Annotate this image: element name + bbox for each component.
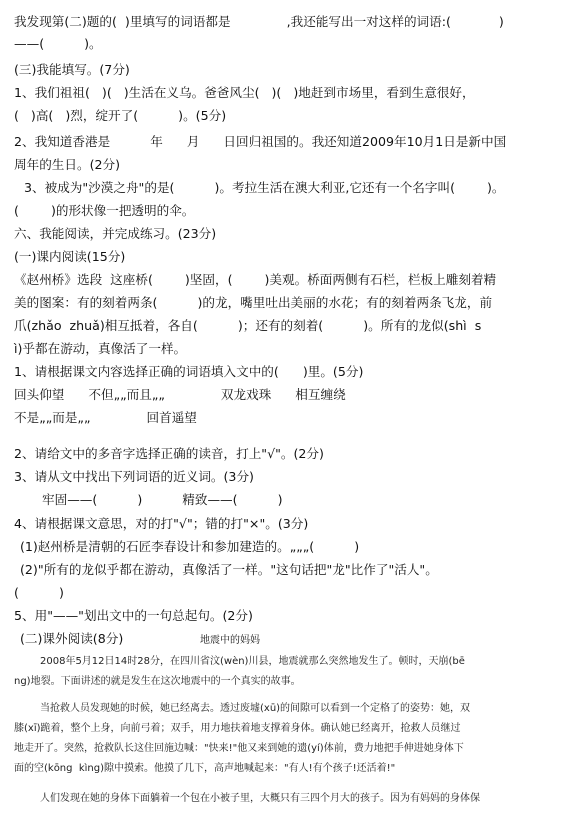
question-line: (二)课外阅读(8分): [20, 631, 124, 646]
article-line: 2008年5月12日14时28分，在四川省汶(wèn)川县，地震就那么突然地发生了。顿时，天崩(bē: [40, 656, 465, 667]
question-line: 3、被成为"沙漠之舟"的是( )。考拉生活在澳大利亚,它还有一个名字叫( )。: [24, 180, 505, 195]
question-line: 我发现第(二)题的( )里填写的词语都是 ,我还能写出一对这样的词语:( ): [14, 14, 504, 29]
reading-title: 地震中的妈妈: [200, 635, 260, 646]
question-line: (1)赵州桥是清朝的石匠李春设计和参加建造的。„„„( ): [20, 539, 360, 554]
question-line: (一)课内阅读(15分): [14, 249, 126, 264]
question-line: 牢固——( ) 精致——( ): [42, 492, 283, 507]
question-line: ——( )。: [14, 36, 102, 51]
article-line: 当抢救人员发现她的时候，她已经离去。透过废墟(xū)的间隙可以看到一个定格了的姿势：她，双: [40, 703, 471, 714]
question-line: 4、请根据课文意思，对的打"√"；错的打"×"。(3分): [14, 516, 309, 531]
question-line: (三)我能填写。(7分): [14, 62, 130, 77]
question-line: 爪(zhǎo zhuǎ)相互抵着，各自( )；还有的刻着( )。所有的龙似(shì s: [14, 318, 482, 333]
question-line: ( )的形状像一把透明的伞。: [14, 203, 195, 218]
question-line: 回头仰望 不但„„而且„„ 双龙戏珠 相互缠绕: [14, 387, 346, 402]
question-line: 周年的生日。(2分): [14, 157, 120, 172]
article-line: 膝(xī)跪着，整个上身，向前弓着；双手，用力地扶着地支撑着身体。确认她已经离开，抢救人员继过: [14, 723, 461, 734]
question-line: 1、请根据课文内容选择正确的词语填入文中的( )里。(5分): [14, 364, 364, 379]
question-line: 美的图案：有的刻着两条( )的龙，嘴里吐出美丽的水花；有的刻着两条飞龙，前: [14, 295, 493, 310]
question-line: 5、用"——"划出文中的一句总起句。(2分): [14, 608, 253, 623]
article-line: 面的空(kōng kìng)隙中摸索。他摸了几下，高声地喊起来："有人!有个孩子!还活着!": [14, 763, 396, 774]
question-line: ( )高( )烈，绽开了( )。(5分): [14, 108, 227, 123]
question-line: 1、我们祖祖( )( )生活在义乌。爸爸风尘( )( )地赶到市场里，看到生意很好，: [14, 85, 475, 100]
article-line: 地走开了。突然，抢救队长这住回施边喊："快来!"他又来到她的遗(yí)体前，费力地把手伸进她身体下: [14, 743, 464, 754]
article-line: ng)地裂。下面讲述的就是发生在这次地震中的一个真实的故事。: [14, 676, 301, 687]
question-line: (2)"所有的龙似乎都在游动，真像活了一样。"这句话把"龙"比作了"活人"。: [20, 562, 438, 577]
article-line: 人们发现在她的身体下面躺着一个包在小被子里，大概只有三四个月大的孩子。因为有妈妈的身体保: [40, 793, 480, 804]
question-line: 2、请给文中的多音字选择正确的读音，打上"√"。(2分): [14, 446, 324, 461]
question-line: 3、请从文中找出下列词语的近义词。(3分): [14, 469, 254, 484]
question-line: 《赵州桥》选段 这座桥( )坚固，( )美观。桥面两侧有石栏，栏板上雕刻着精: [14, 272, 497, 287]
question-line: 2、我知道香港是 年 月 日回归祖国的。我还知道2009年10月1日是新中国: [14, 134, 507, 149]
question-line: ì)乎都在游动，真像活了一样。: [14, 341, 187, 356]
question-line: 六、我能阅读，并完成练习。(23分): [14, 226, 217, 241]
question-line: 不是„„而是„„ 回首遥望: [14, 410, 197, 425]
question-line: ( ): [14, 585, 64, 600]
